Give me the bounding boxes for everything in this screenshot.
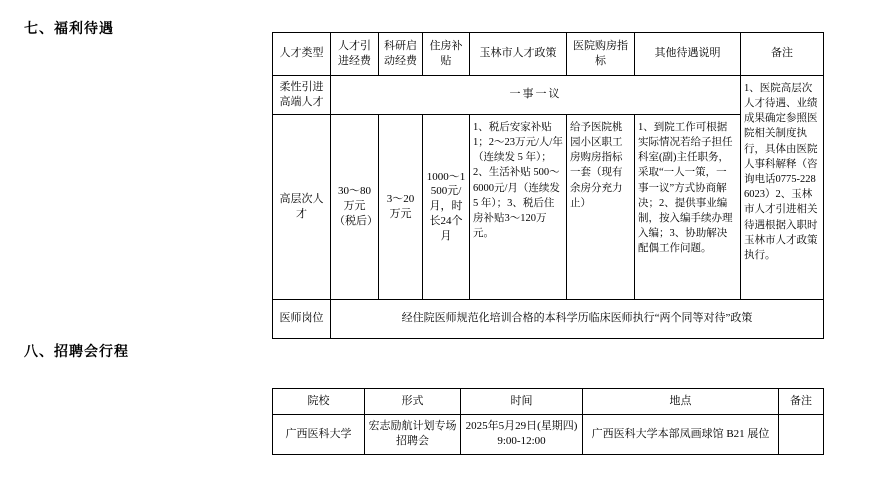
table-row <box>273 75 824 114</box>
cell-talent-type-flexible: 柔性引进高端人才 <box>273 75 331 114</box>
cell-other-benefits: 1、到院工作可根据实际情况若给子担任科室(副)主任职务，采取“一人一策，一事一议”方式协商解决；2、提供事业编制，按入编手续办理入编；3、协助解决配偶工作问题。 <box>635 114 741 299</box>
cell-research-fund: 3～20万元 <box>379 114 423 299</box>
cell-form: 宏志励航计划专场招聘会 <box>365 414 461 454</box>
section-heading-job-fair: 八、招聘会行程 <box>24 342 129 359</box>
cell-one-case-one-discussion: 一事一议 <box>331 75 741 114</box>
cell-talent-type-physician: 医师岗位 <box>273 299 331 338</box>
cell-intro-fund: 30～80万元（税后） <box>331 114 379 299</box>
col-header-intro-fund: 人才引进经费 <box>331 33 379 76</box>
col-header-form: 形式 <box>365 389 461 415</box>
table-row <box>273 299 824 338</box>
col-header-housing: 住房补贴 <box>423 33 470 76</box>
table-row <box>273 414 824 454</box>
cell-remark <box>779 414 824 454</box>
col-header-remark: 备注 <box>779 389 824 415</box>
cell-remark: 1、医院高层次人才待遇、业绩成果确定参照医院相关制度执行，具体由医院人事科解释（咨询电话0775-2286023）2、玉林市人才引进相关待遇根据入职时玉林市人才政策执行。 <box>741 75 824 299</box>
col-header-research-fund: 科研启动经费 <box>379 33 423 76</box>
cell-city-talent-policy: 1、税后安家补贴1；2～23万元/人/年（连续发 5 年）；2、生活补贴 500～6000元/月（连续发 5 年）；3、税后住房补贴3～120万元。 <box>470 114 567 299</box>
benefits-table <box>272 32 824 339</box>
col-header-other: 其他待遇说明 <box>635 33 741 76</box>
cell-housing-subsidy: 1000～1500元/月，时长24个月 <box>423 114 470 299</box>
section-heading-benefits: 七、福利待遇 <box>24 19 114 36</box>
job-fair-table <box>272 388 824 455</box>
cell-place: 广西医科大学本部凤画球馆 B21 展位 <box>583 414 779 454</box>
cell-hospital-housing-index: 给予医院桃园小区职工房购房指标一套（现有余房分充力止） <box>567 114 635 299</box>
cell-school: 广西医科大学 <box>273 414 365 454</box>
col-header-city-policy: 玉林市人才政策 <box>470 33 567 76</box>
col-header-hospital-index: 医院购房指标 <box>567 33 635 76</box>
table-header-row <box>273 33 824 76</box>
col-header-type: 人才类型 <box>273 33 331 76</box>
cell-time: 2025年5月29日(星期四)9:00-12:00 <box>461 414 583 454</box>
table-header-row <box>273 389 824 415</box>
col-header-school: 院校 <box>273 389 365 415</box>
col-header-place: 地点 <box>583 389 779 415</box>
cell-physician-policy: 经住院医师规范化培训合格的本科学历临床医师执行“两个同等对待”政策 <box>331 299 824 338</box>
col-header-remark: 备注 <box>741 33 824 76</box>
col-header-time: 时间 <box>461 389 583 415</box>
cell-talent-type-highlevel: 高层次人才 <box>273 114 331 299</box>
